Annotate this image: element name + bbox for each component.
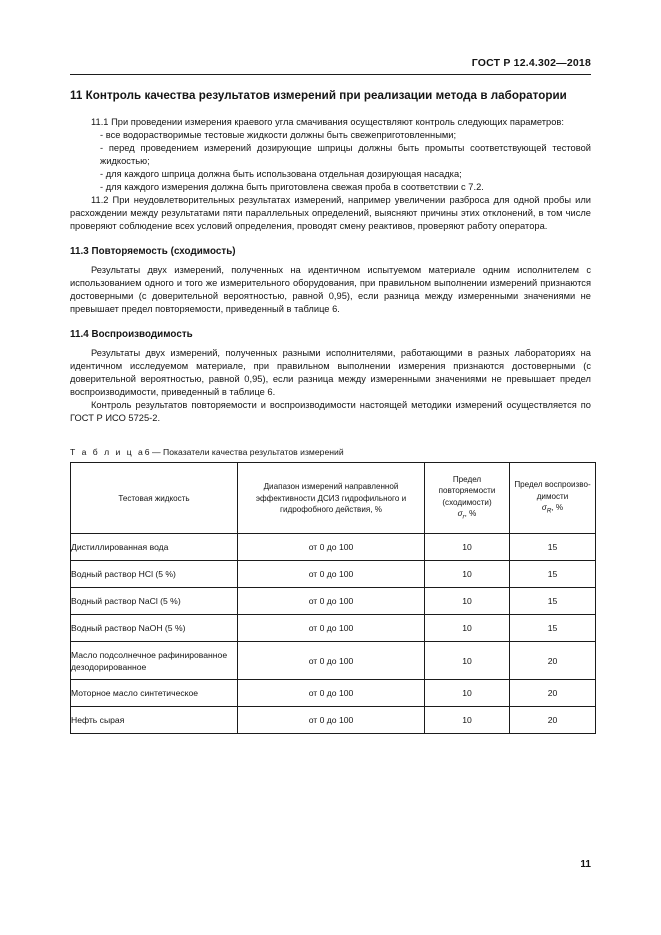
table-row (71, 561, 596, 588)
table-row (71, 588, 596, 615)
cell-test-liquid: Водный раствор HCl (5 %) (71, 561, 238, 588)
cell-repeatability: 10 (425, 707, 510, 734)
repeatability-units: , % (464, 508, 477, 518)
paragraph-11-4: Результаты двух измерений, полученных разными исполнителями, работающими в разных лабораториях на идентичном исследуемом материале, при правильном выполнении измерения признаются достоверными (с доверительной вероятностью, равной 0,95), если разница между измеренными значениями не превышает предел воспроизводимости, приведенный в таблице 6. (70, 348, 591, 398)
repeatability-line-3: (сходимости) (442, 497, 492, 507)
cell-reproducibility: 15 (510, 588, 596, 615)
cell-test-liquid: Водный раствор NaCl (5 %) (71, 588, 238, 615)
cell-repeatability: 10 (425, 680, 510, 707)
cell-measurement-range: от 0 до 100 (238, 534, 425, 561)
cell-reproducibility: 20 (510, 642, 596, 680)
cell-reproducibility: 20 (510, 707, 596, 734)
repeatability-symbol: σ (457, 508, 463, 518)
table-caption-label: Т а б л и ц а (70, 447, 145, 458)
table-header (71, 463, 596, 534)
table-header-row (71, 463, 596, 534)
quality-indicators-table (70, 462, 596, 734)
reproducibility-symbol: σ (541, 503, 547, 513)
column-header-measurement-range: Диапазон измерений направленной эффективности ДСИЗ гидрофильного и гидрофобного действия, % (238, 463, 425, 534)
cell-reproducibility: 15 (510, 534, 596, 561)
running-header-standard-ref: ГОСТ Р 12.4.302—2018 (471, 57, 591, 69)
page-content (70, 88, 591, 734)
paragraph-11-3: Результаты двух измерений, полученных на идентичном испытуемом материале одним исполнителем с использованием одного и того же измерительного оборудования, при правильном выполнении измерений признаются достоверными (с доверительной вероятностью, равной 0,95), если разница между измеренными значениями не превышает предел повторяемости, приведенный в таблице 6. (70, 264, 591, 315)
paragraph-11-1: 11.1 При проведении измерения краевого угла смачивания осуществляют контроль следующих параметров: (91, 116, 564, 127)
reproducibility-subscript: R (546, 507, 552, 515)
column-header-repeatability-limit (425, 463, 510, 534)
cell-repeatability: 10 (425, 588, 510, 615)
cell-test-liquid: Нефть сырая (71, 707, 238, 734)
bullet-item-1: - все водорастворимые тестовые жидкости должны быть свежеприготовленными; (100, 129, 457, 140)
cell-repeatability: 10 (425, 534, 510, 561)
reproducibility-line-2: димости (536, 491, 569, 501)
cell-measurement-range: от 0 до 100 (238, 561, 425, 588)
table-row (71, 707, 596, 734)
cell-repeatability: 10 (425, 615, 510, 642)
reproducibility-line-1: Предел воспроизво- (514, 480, 591, 490)
page-number: 11 (580, 859, 591, 870)
subsection-heading-11-4: 11.4 Воспроизводимость (70, 329, 193, 341)
table-caption-number: 6 (144, 447, 150, 458)
cell-test-liquid: Моторное масло синтетическое (71, 680, 238, 707)
subsection-heading-11-3: 11.3 Повторяемость (сходимость) (70, 245, 236, 257)
cell-measurement-range: от 0 до 100 (238, 642, 425, 680)
table-caption-text: — Показатели качества результатов измерений (152, 447, 344, 458)
cell-measurement-range: от 0 до 100 (238, 707, 425, 734)
cell-test-liquid: Водный раствор NaOH (5 %) (71, 615, 238, 642)
bullet-item-2: - перед проведением измерений дозирующие шприцы должны быть промыты соответствующей тестовой жидкостью; (100, 142, 591, 166)
paragraph-11-2: 11.2 При неудовлетворительных результатах измерений, например увеличении разброса для одной пробы или расхождении между результатами пяти параллельных определений, выясняют причины этих отклонений, в том числе проверяют соблюдение всех условий определения, проводят смену реактивов, проверяют работу оператора. (70, 194, 591, 231)
cell-repeatability: 10 (425, 642, 510, 680)
bullet-item-3: - для каждого шприца должна быть использована отдельная дозирующая насадка; (100, 168, 462, 179)
reproducibility-units: , % (551, 503, 564, 513)
cell-reproducibility: 15 (510, 615, 596, 642)
cell-reproducibility: 20 (510, 680, 596, 707)
column-header-test-liquid: Тестовая жидкость (71, 463, 238, 534)
cell-measurement-range: от 0 до 100 (238, 588, 425, 615)
bullet-item-4: - для каждого измерения должна быть приготовлена свежая проба в соответствии с 7.2. (100, 181, 484, 192)
repeatability-subscript: r (462, 513, 465, 521)
cell-measurement-range: от 0 до 100 (238, 615, 425, 642)
cell-repeatability: 10 (425, 561, 510, 588)
table-row (71, 642, 596, 680)
header-divider-rule (70, 74, 591, 75)
table-body (71, 534, 596, 734)
table-row (71, 680, 596, 707)
repeatability-line-2: повторяемости (438, 486, 496, 496)
column-header-reproducibility-limit (510, 463, 596, 534)
cell-reproducibility: 15 (510, 561, 596, 588)
cell-measurement-range: от 0 до 100 (238, 680, 425, 707)
section-heading-11: 11 Контроль качества результатов измерений при реализации метода в лаборатории (70, 89, 567, 102)
table-row (71, 534, 596, 561)
table-caption (70, 447, 591, 457)
paragraph-control-reference: Контроль результатов повторяемости и воспроизводимости настоящей методики измерений осуществляется по ГОСТ Р ИСО 5725-2. (70, 400, 591, 424)
repeatability-line-1: Предел (452, 474, 482, 484)
cell-test-liquid: Масло подсолнечное рафинированное дезодорированное (71, 642, 238, 680)
cell-test-liquid: Дистиллированная вода (71, 534, 238, 561)
table-row (71, 615, 596, 642)
